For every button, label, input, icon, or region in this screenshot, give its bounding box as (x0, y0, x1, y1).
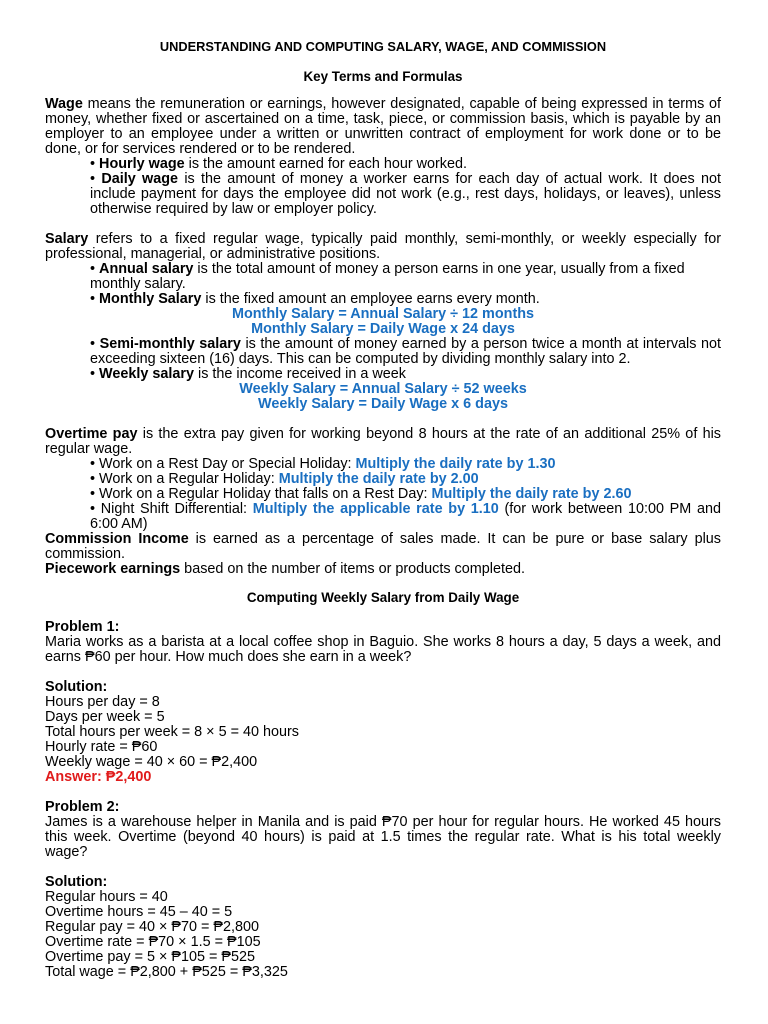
problem2-text: James is a warehouse helper in Manila and is paid ₱70 per hour for regular hours. He worked 45 hours this week. Overtime (beyond 40 hours) is paid at 1.5 times the regular rate. What is his total weekly wage? (45, 814, 721, 860)
problem2-step: Overtime rate = ₱70 × 1.5 = ₱105 (45, 934, 261, 950)
problem1-step: Total hours per week = 8 × 5 = 40 hours (45, 724, 299, 740)
hourly-wage-item: • Hourly wage is the amount earned for each hour worked. (90, 156, 468, 172)
overtime-holiday-rest-day-item: • Work on a Regular Holiday that falls on a Rest Day: Multiply the daily rate by 2.60 (90, 486, 632, 502)
weekly-salary-item: • Weekly salary is the income received in a week (90, 366, 406, 382)
document-content (45, 39, 721, 980)
salary-term: Salary (45, 231, 89, 247)
overtime-regular-holiday-item: • Work on a Regular Holiday: Multiply the daily rate by 2.00 (90, 471, 479, 487)
commission-definition: Commission Income is earned as a percentage of sales made. It can be pure or base salary plus commission. (45, 531, 721, 562)
problem2-step: Overtime pay = 5 × ₱105 = ₱525 (45, 949, 255, 965)
key-terms-heading: Key Terms and Formulas (303, 69, 463, 84)
problem2-step: Regular pay = 40 × ₱70 = ₱2,800 (45, 919, 260, 935)
formula-monthly-annual: Monthly Salary = Annual Salary ÷ 12 months (231, 306, 535, 322)
problem1-step: Weekly wage = 40 × 60 = ₱2,400 (45, 754, 258, 770)
overtime-definition: Overtime pay is the extra pay given for working beyond 8 hours at the rate of an additional 25% of his regular wage. (45, 426, 721, 457)
salary-definition: Salary refers to a fixed regular wage, typically paid monthly, semi-monthly, or weekly especially for professional, managerial, or administrative positions. (45, 231, 721, 262)
semimonthly-salary-item: • Semi-monthly salary is the amount of money earned by a person twice a month at intervals not exceeding sixteen (16) days. This can be computed by dividing monthly salary into 2. (90, 336, 721, 367)
document-title: UNDERSTANDING AND COMPUTING SALARY, WAGE, AND COMMISSION (159, 39, 607, 54)
overtime-term: Overtime pay (45, 426, 138, 442)
problem1-step: Days per week = 5 (45, 709, 165, 725)
overtime-night-shift-item: • Night Shift Differential: Multiply the applicable rate by 1.10 (for work between 10:00 PM and 6:00 AM) (90, 501, 721, 532)
formula-weekly-daily: Weekly Salary = Daily Wage x 6 days (258, 396, 508, 412)
problem2-solution-label: Solution: (45, 874, 108, 890)
problem1-step: Hourly rate = ₱60 (45, 739, 158, 755)
formula-monthly-daily: Monthly Salary = Daily Wage x 24 days (251, 321, 515, 337)
problem1-label: Problem 1: (45, 619, 120, 635)
problem2-label: Problem 2: (45, 799, 120, 815)
section-heading: Computing Weekly Salary from Daily Wage (246, 590, 520, 605)
problem1-text: Maria works as a barista at a local coffee shop in Baguio. She works 8 hours a day, 5 days a week, and earns ₱60 per hour. How much does she earn in a week? (45, 634, 721, 665)
wage-term: Wage (45, 96, 83, 112)
wage-definition: Wage means the remuneration or earnings, however designated, capable of being expressed in terms of money, whether fixed or ascertained on a time, task, piece, or commission basis, which is payable by an employer to an employee under a written or unwritten contract of employment for work done or to be done, or for services rendered or to be rendered. (45, 96, 721, 157)
overtime-rest-day-item: • Work on a Rest Day or Special Holiday: Multiply the daily rate by 1.30 (90, 456, 556, 472)
problem2-step: Total wage = ₱2,800 + ₱525 = ₱3,325 (45, 964, 288, 980)
formula-weekly-annual: Weekly Salary = Annual Salary ÷ 52 weeks (239, 381, 527, 397)
piecework-definition: Piecework earnings based on the number of items or products completed. (45, 561, 525, 577)
problem1-answer: Answer: ₱2,400 (45, 769, 152, 785)
monthly-salary-item: • Monthly Salary is the fixed amount an employee earns every month. (90, 291, 540, 307)
problem2-step: Regular hours = 40 (45, 889, 168, 905)
daily-wage-item: • Daily wage is the amount of money a worker earns for each day of actual work. It does not include payment for days the employee did not work (e.g., rest days, holidays, or leaves), unless otherwise required by law or employer policy. (90, 171, 721, 217)
problem2-step: Overtime hours = 45 – 40 = 5 (45, 904, 233, 920)
problem1-step: Hours per day = 8 (45, 694, 160, 710)
annual-salary-item: • Annual salary is the total amount of money a person earns in one year, usually from a fixed monthly salary. (90, 261, 685, 292)
problem1-solution-label: Solution: (45, 679, 108, 695)
